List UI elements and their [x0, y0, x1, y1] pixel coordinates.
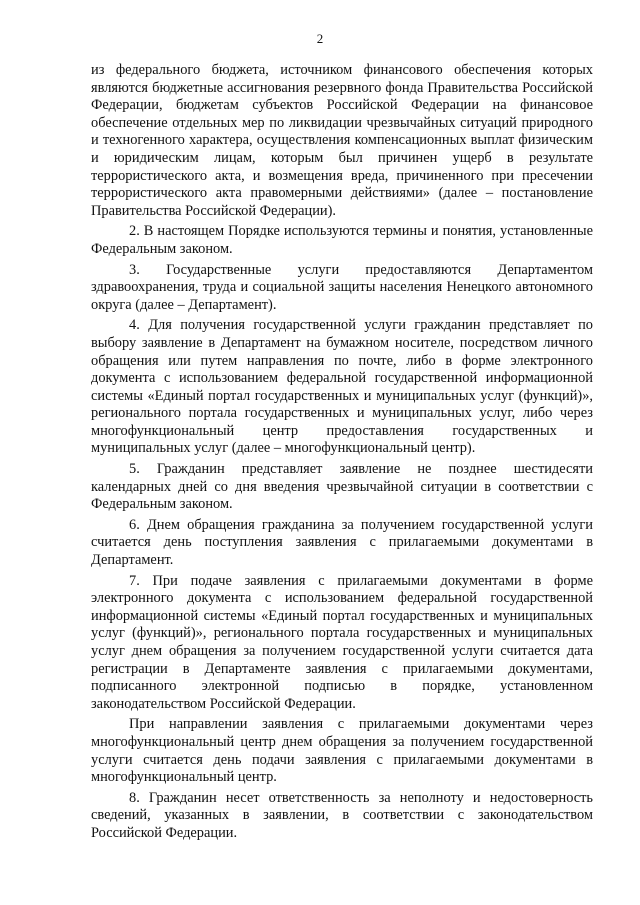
paragraph-5: 5. Гражданин представляет заявление не позднее шестидесяти календарных дней со дня введения чрезвычайной ситуации в соответствии с Федеральным законом. — [91, 461, 593, 513]
paragraph-4: 4. Для получения государственной услуги гражданин представляет по выбору заявление в Департамент на бумажном носителе, посредством личного обращения или путем направления по почте, либо в форме электронного документа с использованием федеральной государственной информационной системы «Единый портал государственных и муниципальных услуг (функций)», регионального портала государственных и муниципальных услуг, либо через многофункциональный центр предоставления государственных и муниципальных услуг (далее – многофункциональный центр). — [91, 317, 593, 457]
paragraph-7: 7. При подаче заявления с прилагаемыми документами в форме электронного документа с использованием федеральной государственной информационной системы «Единый портал государственных и муниципальных услуг (функций)», регионального портала государственных и муниципальных услуг днем обращения за получением государственной услуги считается дата регистрации в Департаменте заявления с прилагаемыми документами, подписанного электронной подписью в порядке, установленном законодательством Российской Федерации. — [91, 572, 593, 712]
paragraph-continuation: из федерального бюджета, источником финансового обеспечения которых являются бюджетные ассигнования резервного фонда Правительства Российской Федерации, бюджетам субъектов Российской Федерации на финансовое обеспечение отдельных мер по ликвидации чрезвычайных ситуаций природного и техногенного характера, осуществления компенсационных выплат физическим и юридическим лицам, которым был причинен ущерб в результате террористического акта, и возмещения вреда, причиненного при пресечении террористического акта правомерными действиями» (далее – постановление Правительства Российской Федерации). — [91, 62, 593, 219]
paragraph-7-continued: При направлении заявления с прилагаемыми документами через многофункциональный центр днем обращения за получением государственной услуги считается день подачи заявления с прилагаемыми документами в многофункциональный центр. — [91, 716, 593, 786]
page-number: 2 — [316, 31, 324, 46]
paragraph-2: 2. В настоящем Порядке используются термины и понятия, установленные Федеральным законом. — [91, 223, 593, 257]
paragraph-6: 6. Днем обращения гражданина за получением государственной услуги считается день поступления заявления с прилагаемыми документами в Департамент. — [91, 516, 593, 569]
document-body — [91, 62, 593, 846]
paragraph-8: 8. Гражданин несет ответственность за неполноту и недостоверность сведений, указанных в заявлении, в соответствии с законодательством Российской Федерации. — [91, 789, 593, 841]
paragraph-3: 3. Государственные услуги предоставляются Департаментом здравоохранения, труда и социальной защиты населения Ненецкого автономного округа (далее – Департамент). — [91, 261, 593, 313]
